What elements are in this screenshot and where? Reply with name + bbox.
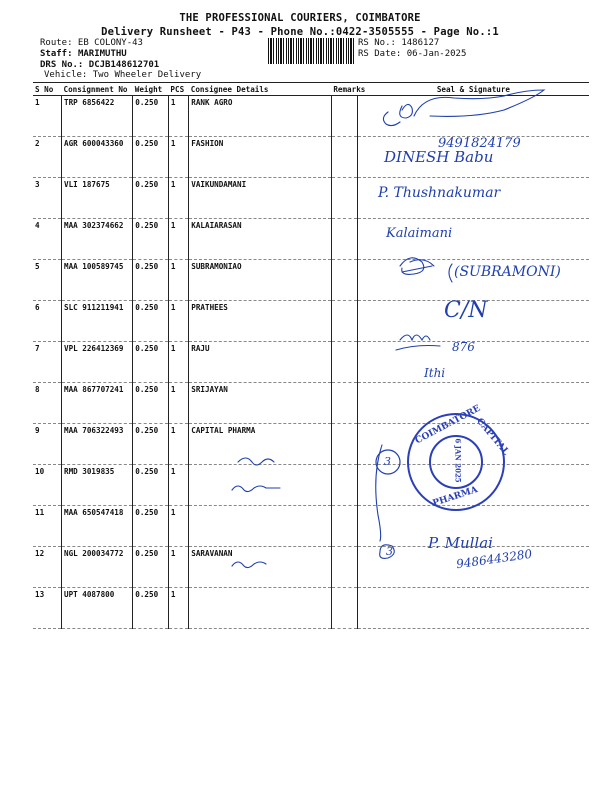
- cell-weight: 0.250: [133, 424, 169, 465]
- cell-consignee: [189, 465, 332, 506]
- col-seal-signature: Seal & Signature: [358, 83, 589, 96]
- table-row: [33, 588, 589, 629]
- cell-consignment: MAA 100589745: [62, 260, 133, 301]
- drs-label: DRS No.:: [40, 60, 84, 70]
- col-remarks: Remarks: [333, 84, 366, 94]
- table-row: [33, 465, 589, 506]
- cell-consignment: TRP 6856422: [62, 96, 133, 137]
- runsheet-table: [33, 82, 589, 629]
- stamp-date: 6 JAN 2025: [453, 438, 463, 483]
- stamp-text-top: COIMBATORE: [413, 403, 483, 447]
- cell-sno: 11: [33, 506, 62, 547]
- cell-pcs: 1: [168, 342, 188, 383]
- cell-consignee: VAIKUNDAMANI: [189, 178, 332, 219]
- cell-consignee: FASHION: [189, 137, 332, 178]
- rs-date: RS Date: 06-Jan-2025: [358, 49, 467, 59]
- hw-phone-row2: 9491824179: [438, 136, 521, 151]
- cell-pcs: 1: [168, 588, 188, 629]
- cell-pcs: 1: [168, 465, 188, 506]
- hw-mark-row6: C/N: [444, 298, 488, 323]
- cell-seal: [358, 96, 589, 137]
- cell-consignee: SARAVANAN: [189, 547, 332, 588]
- cell-remarks: [331, 219, 357, 260]
- cell-pcs: 1: [168, 301, 188, 342]
- cell-remarks: [331, 465, 357, 506]
- cell-sno: 8: [33, 383, 62, 424]
- cell-sno: 9: [33, 424, 62, 465]
- table-row: [33, 424, 589, 465]
- cell-weight: 0.250: [133, 178, 169, 219]
- stamp-text-right: CAPITAL: [474, 416, 511, 458]
- cell-sno: 6: [33, 301, 62, 342]
- hw-phone-row13: 9486443280: [455, 546, 533, 572]
- drs-number: DCJB148612701: [88, 60, 160, 70]
- cell-seal: [358, 588, 589, 629]
- cell-consignee: RANK AGRO: [189, 96, 332, 137]
- cell-consignee: PRATHEES: [189, 301, 332, 342]
- table-row: [33, 178, 589, 219]
- staff-label: Staff:: [40, 49, 73, 59]
- cell-sno: 10: [33, 465, 62, 506]
- cell-weight: 0.250: [133, 465, 169, 506]
- col-consignee: Consignee Details: [189, 83, 332, 96]
- hw-signature-row8: Ithi: [424, 366, 446, 380]
- cell-remarks: [331, 547, 357, 588]
- table-row: [33, 301, 589, 342]
- cell-consignee: SRIJAYAN: [189, 383, 332, 424]
- hw-number-row10: 3: [384, 455, 391, 468]
- cell-weight: 0.250: [133, 301, 169, 342]
- cell-sno: 4: [33, 219, 62, 260]
- hw-signature-row13: P. Mullai: [428, 534, 493, 552]
- vehicle-label: Vehicle: Two Wheeler Delivery: [44, 70, 202, 80]
- table-row: [33, 342, 589, 383]
- table-row: [33, 96, 589, 137]
- barcode: [268, 38, 354, 64]
- cell-weight: 0.250: [133, 588, 169, 629]
- cell-sno: 3: [33, 178, 62, 219]
- hw-number-row7: 876: [452, 340, 475, 354]
- cell-pcs: 1: [168, 383, 188, 424]
- runsheet-subtitle: Delivery Runsheet - P43 - Phone No.:0422-3505555 - Page No.:1: [101, 26, 499, 38]
- table-row: [33, 506, 589, 547]
- cell-consignee: KALAIARASAN: [189, 219, 332, 260]
- cell-sno: 2: [33, 137, 62, 178]
- cell-consignee: SUBRAMONIAO: [189, 260, 332, 301]
- cell-pcs: 1: [168, 137, 188, 178]
- cell-pcs: 1: [168, 424, 188, 465]
- hw-signature-row3: P. Thushnakumar: [378, 185, 501, 201]
- company-title: THE PROFESSIONAL COURIERS, COIMBATORE: [179, 12, 421, 24]
- cell-consignee: [189, 588, 332, 629]
- hw-signature-row4: Kalaimani: [386, 226, 453, 241]
- cell-sno: 7: [33, 342, 62, 383]
- cell-remarks: [331, 260, 357, 301]
- cell-remarks: [331, 96, 357, 137]
- cell-consignment: MAA 706322493: [62, 424, 133, 465]
- cell-weight: 0.250: [133, 547, 169, 588]
- staff-line: [40, 49, 127, 59]
- col-pcs: PCS: [168, 83, 188, 96]
- cell-weight: 0.250: [133, 506, 169, 547]
- cell-consignee: CAPITAL PHARMA: [189, 424, 332, 465]
- cell-remarks: [331, 506, 357, 547]
- col-weight: Weight: [133, 83, 169, 96]
- cell-remarks: [331, 137, 357, 178]
- cell-weight: 0.250: [133, 260, 169, 301]
- cell-remarks: [331, 178, 357, 219]
- hw-number-row12: 3: [386, 545, 393, 558]
- cell-seal: [358, 383, 589, 424]
- cell-remarks: [331, 424, 357, 465]
- cell-weight: 0.250: [133, 96, 169, 137]
- cell-seal: [358, 424, 589, 465]
- cell-pcs: 1: [168, 547, 188, 588]
- route-label: Route: EB COLONY-43: [40, 38, 143, 48]
- cell-consignee: [189, 506, 332, 547]
- cell-sno: 1: [33, 96, 62, 137]
- col-sno: S No: [33, 83, 62, 96]
- cell-pcs: 1: [168, 506, 188, 547]
- staff-name: MARIMUTHU: [77, 49, 127, 59]
- cell-consignment: NGL 200034772: [62, 547, 133, 588]
- cell-consignee: RAJU: [189, 342, 332, 383]
- cell-weight: 0.250: [133, 342, 169, 383]
- table-row: [33, 383, 589, 424]
- cell-consignment: SLC 911211941: [62, 301, 133, 342]
- rs-number: RS No.: 1486127: [358, 38, 440, 48]
- cell-remarks: [331, 588, 357, 629]
- cell-weight: 0.250: [133, 137, 169, 178]
- cell-pcs: 1: [168, 96, 188, 137]
- table-row: [33, 219, 589, 260]
- stamp-text-bottom: PHARMA: [431, 485, 480, 509]
- hw-name-row5: (SUBRAMONI): [454, 264, 561, 280]
- cell-consignment: AGR 600043360: [62, 137, 133, 178]
- drs-line: [40, 60, 159, 70]
- cell-remarks: [331, 301, 357, 342]
- cell-remarks: [331, 342, 357, 383]
- cell-consignment: UPT 4087800: [62, 588, 133, 629]
- cell-consignment: RMD 3019835: [62, 465, 133, 506]
- cell-pcs: 1: [168, 219, 188, 260]
- cell-remarks: [331, 383, 357, 424]
- cell-consignment: MAA 650547418: [62, 506, 133, 547]
- cell-pcs: 1: [168, 260, 188, 301]
- cell-consignment: VLI 187675: [62, 178, 133, 219]
- col-consignment: Consignment No: [62, 83, 133, 96]
- cell-consignment: VPL 226412369: [62, 342, 133, 383]
- cell-sno: 5: [33, 260, 62, 301]
- table-header-row: [33, 83, 589, 96]
- cell-weight: 0.250: [133, 219, 169, 260]
- cell-pcs: 1: [168, 178, 188, 219]
- cell-consignment: MAA 302374662: [62, 219, 133, 260]
- cell-sno: 13: [33, 588, 62, 629]
- cell-sno: 12: [33, 547, 62, 588]
- hw-name-row2: DINESH Babu: [384, 148, 494, 166]
- cell-weight: 0.250: [133, 383, 169, 424]
- cell-consignment: MAA 867707241: [62, 383, 133, 424]
